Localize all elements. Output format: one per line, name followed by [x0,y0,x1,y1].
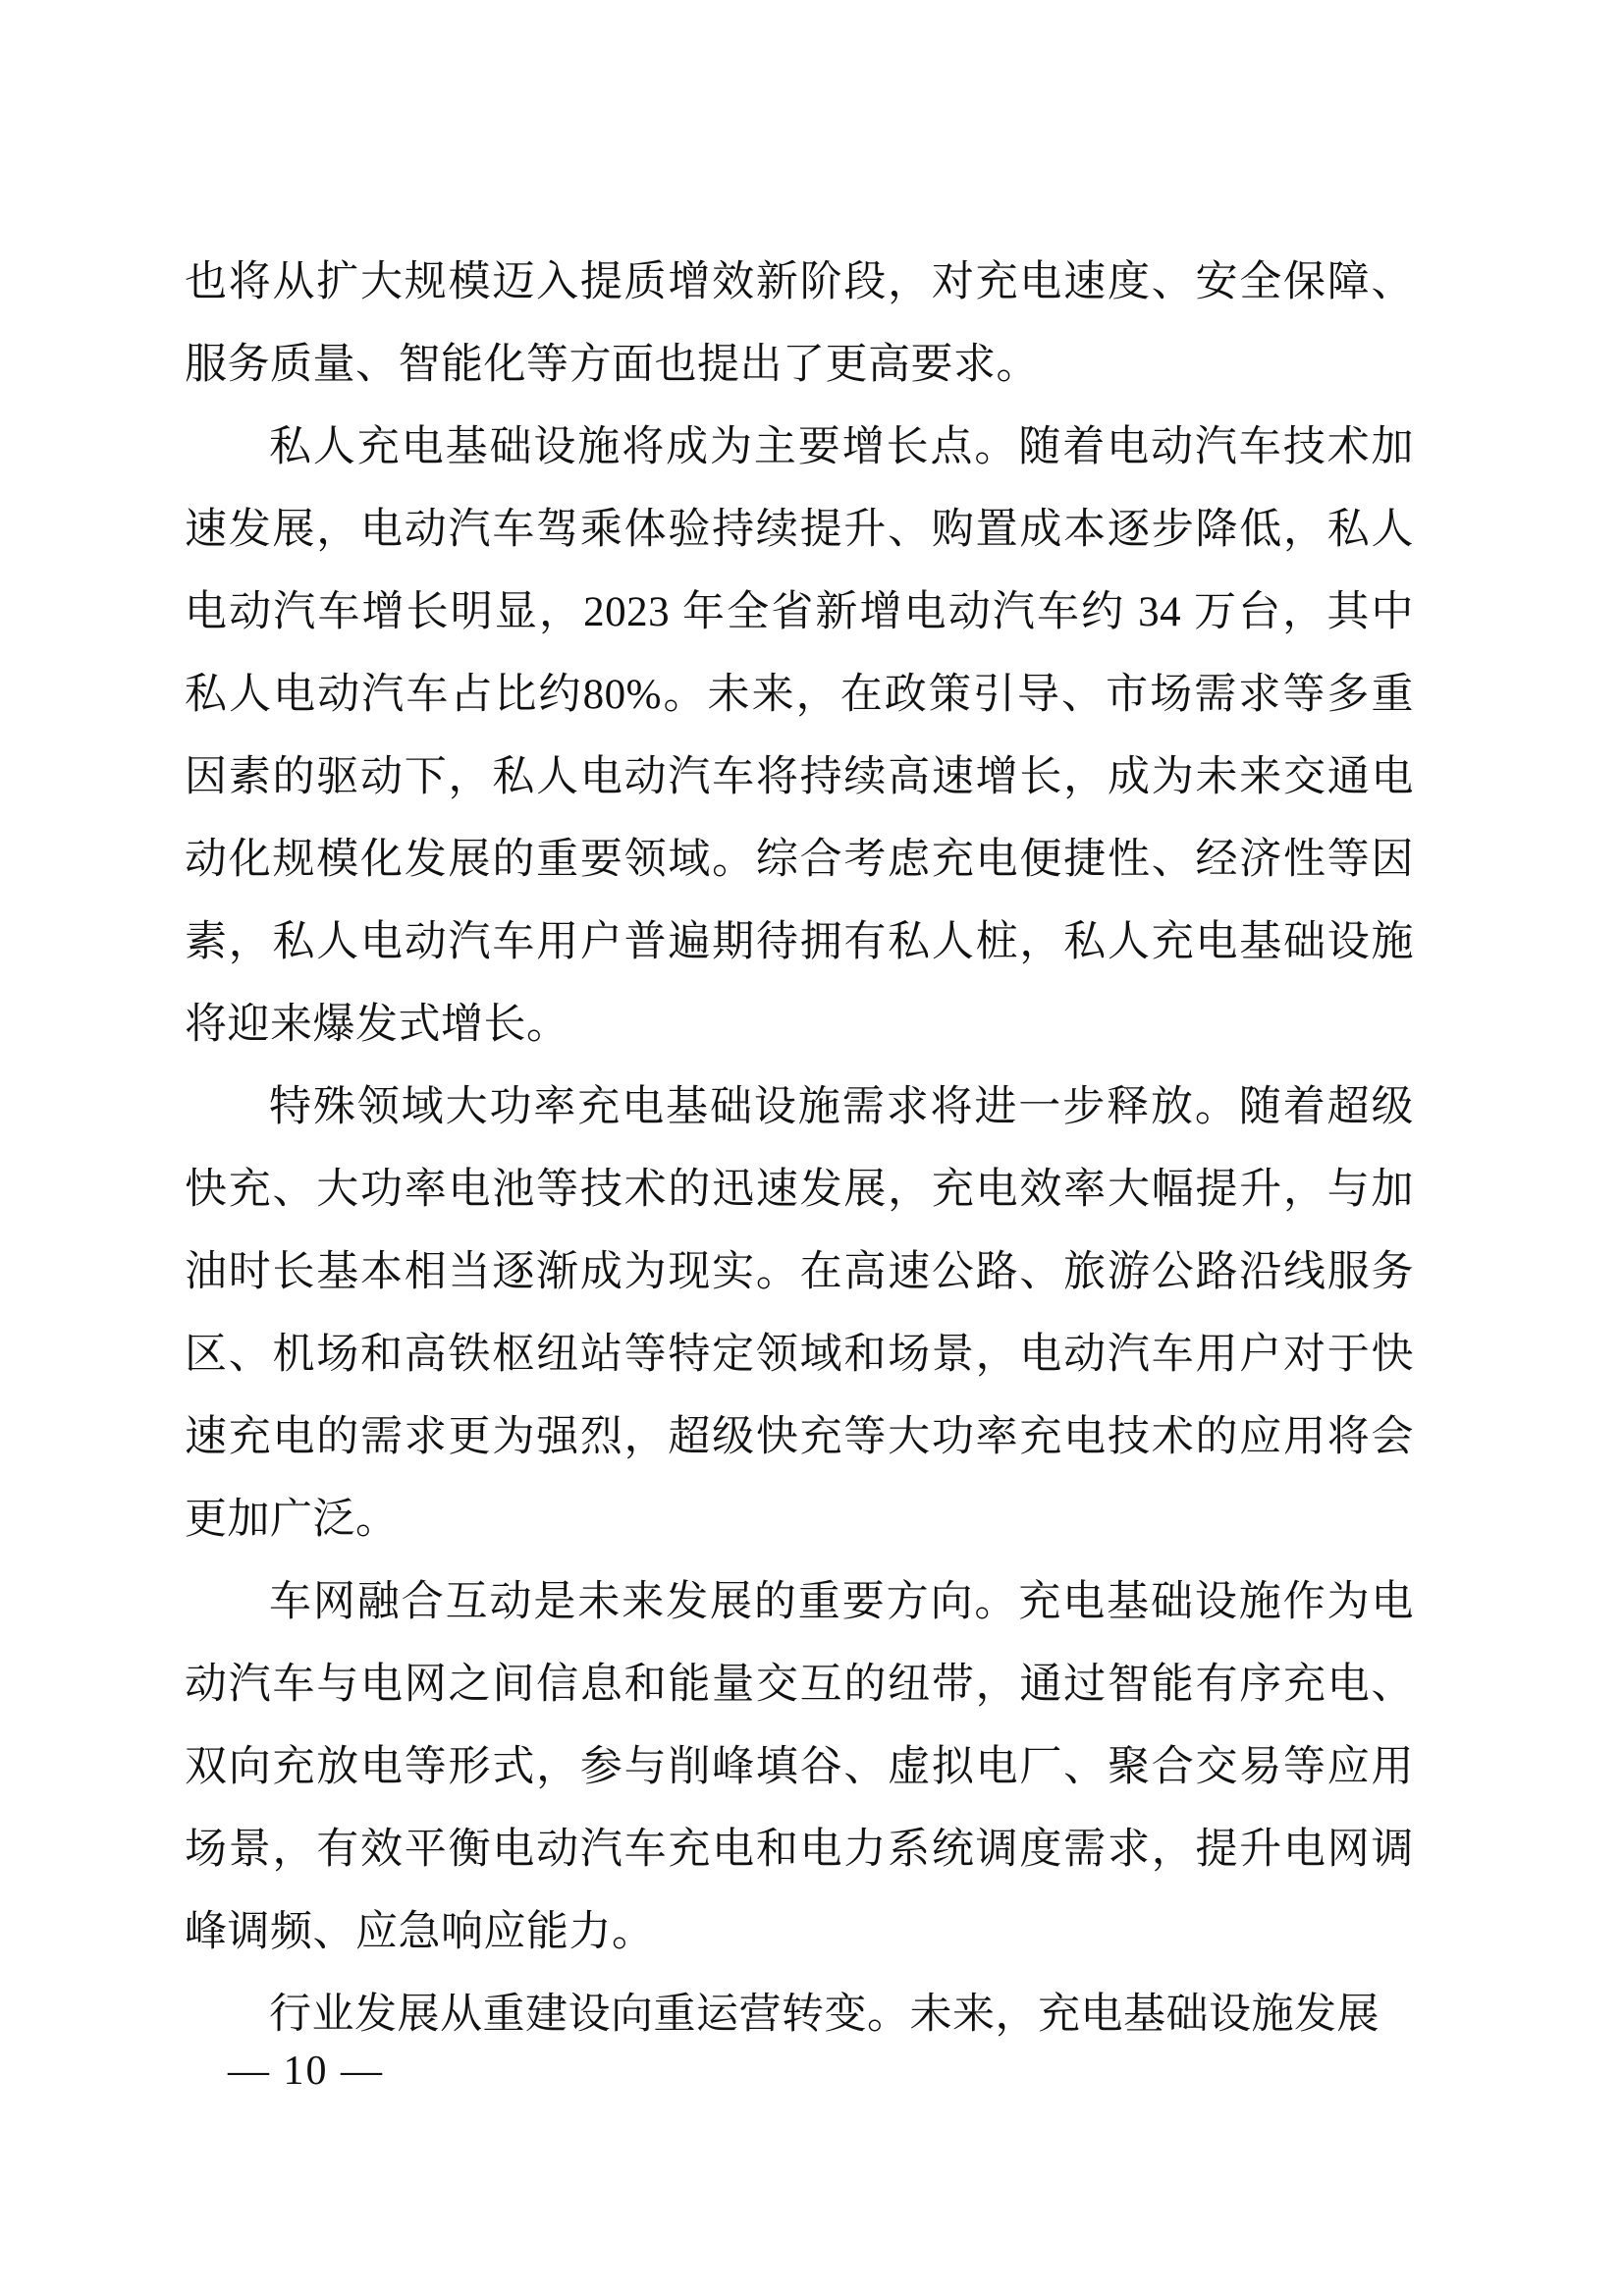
paragraph-industry-shift: 行业发展从重建设向重运营转变。未来，充电基础设施发展 [269,1992,1380,2038]
page-body-text [185,242,1414,2056]
paragraph-high-power-charging-demand: 特殊领域大功率充电基础设施需求将进一步释放。随着超级快充、大功率电池等技术的迅速发展，充电效率大幅提升，与加油时长基本相当逐渐成为现实。在高速公路、旅游公路沿线服务区、机场和高铁枢纽站等特定领域和场景，电动汽车用户对于快速充电的需求更为强烈，超级快充等大功率充电技术的应用将会更加广泛。 [185,1084,1414,1543]
paragraph-private-charging-growth: 私人充电基础设施将成为主要增长点。随着电动汽车技术加速发展，电动汽车驾乘体验持续提升、购置成本逐步降低，私人电动汽车增长明显，2023 年全省新增电动汽车约 34 万台，其中私人电动汽车占比约80%。未来，在政策引导、市场需求等多重因素的驱动下，私人电动汽车将持续高速增长，成为未来交通电动化规模化发展的重要领域。综合考虑充电便捷性、经济性等因素，私人电动汽车用户普遍期待拥有私人桩，私人充电基础设施将迎来爆发式增长。 [185,424,1414,1048]
page-number: — 10 — [228,2049,384,2094]
paragraph-vehicle-grid-interaction: 车网融合互动是未来发展的重要方向。充电基础设施作为电动汽车与电网之间信息和能量交互的纽带，通过智能有序充电、双向充放电等形式，参与削峰填谷、虚拟电厂、聚合交易等应用场景，有效平衡电动汽车充电和电力系统调度需求，提升电网调峰调频、应急响应能力。 [185,1579,1414,1955]
paragraph-continuation: 也将从扩大规模迈入提质增效新阶段，对充电速度、安全保障、服务质量、智能化等方面也提出了更高要求。 [185,259,1414,388]
